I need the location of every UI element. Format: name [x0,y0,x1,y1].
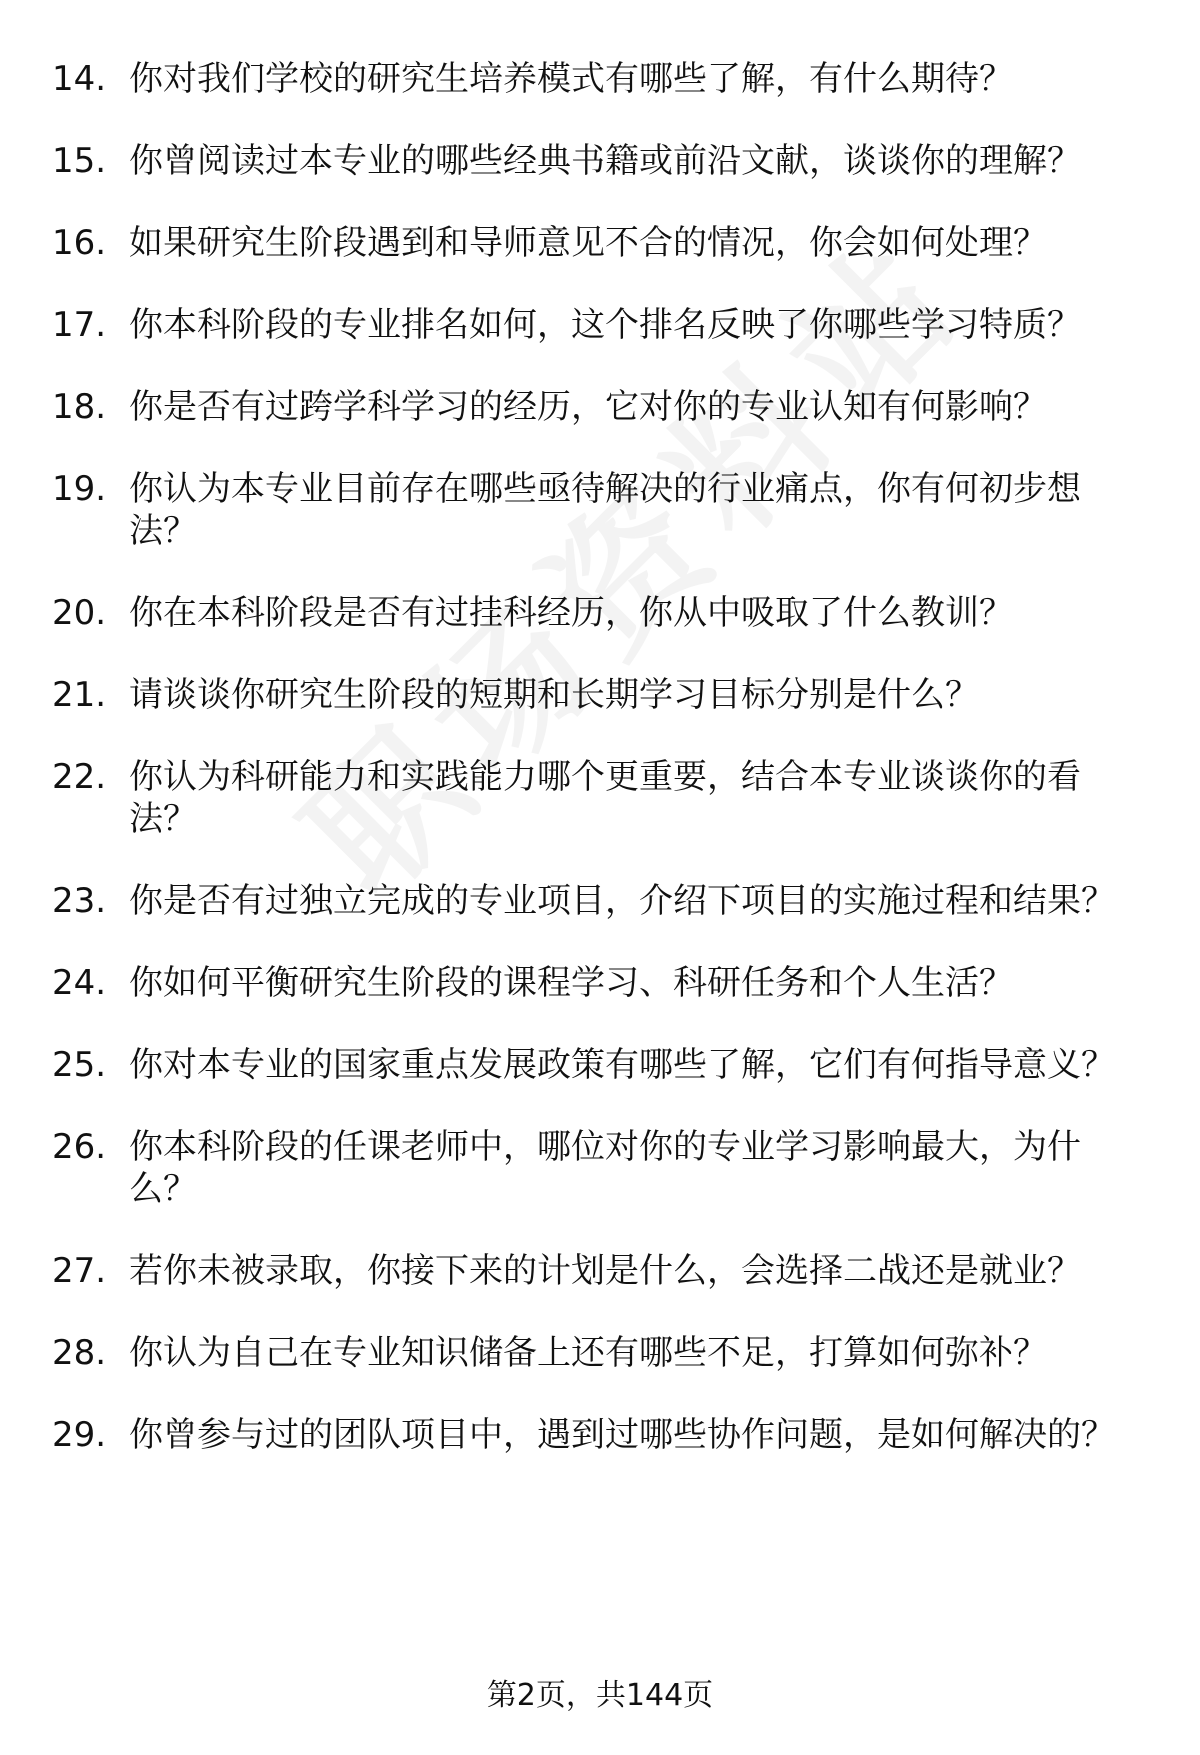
question-number: 26. [52,1127,107,1167]
question-text: 你如何平衡研究生阶段的课程学习、科研任务和个人生活？ [129,963,1013,1003]
question-text: 如果研究生阶段遇到和导师意见不合的情况，你会如何处理？ [129,223,1047,263]
question-number: 14. [52,59,107,99]
question-text: 请谈谈你研究生阶段的短期和长期学习目标分别是什么？ [129,675,979,715]
question-number: 20. [52,593,107,633]
question-text: 你在本科阶段是否有过挂科经历，你从中吸取了什么教训？ [129,593,1013,633]
question-number: 21. [52,675,107,715]
question-number: 23. [52,881,107,921]
question-number: 29. [52,1415,107,1455]
question-item [52,1126,1142,1210]
question-item [52,222,1142,264]
question-item [52,674,1142,716]
question-item [52,386,1142,428]
question-item [52,468,1142,552]
question-item [52,880,1142,922]
question-item [52,140,1142,182]
question-item [52,962,1142,1004]
question-item [52,592,1142,634]
question-text: 你曾参与过的团队项目中，遇到过哪些协作问题，是如何解决的？ [129,1415,1115,1455]
question-number: 24. [52,963,107,1003]
question-text: 你对本专业的国家重点发展政策有哪些了解，它们有何指导意义？ [129,1045,1115,1085]
question-item [52,1332,1142,1374]
question-text: 你本科阶段的专业排名如何，这个排名反映了你哪些学习特质？ [129,305,1081,345]
question-text: 你是否有过独立完成的专业项目，介绍下项目的实施过程和结果？ [129,881,1115,921]
question-number: 28. [52,1333,107,1373]
question-text: 你曾阅读过本专业的哪些经典书籍或前沿文献，谈谈你的理解？ [129,141,1081,181]
question-text: 你认为科研能力和实践能力哪个更重要，结合本专业谈谈你的看法？ [129,757,1081,839]
question-number: 19. [52,469,107,509]
question-number: 27. [52,1251,107,1291]
question-number: 17. [52,305,107,345]
question-number: 16. [52,223,107,263]
question-item [52,1044,1142,1086]
question-item [52,756,1142,840]
question-number: 15. [52,141,107,181]
question-number: 25. [52,1045,107,1085]
question-number: 22. [52,757,107,797]
page-footer: 第2页，共144页 [486,1678,714,1713]
question-number: 18. [52,387,107,427]
question-item [52,304,1142,346]
question-list [52,58,1142,1496]
question-text: 你对我们学校的研究生培养模式有哪些了解，有什么期待？ [129,59,1013,99]
question-item [52,1414,1142,1456]
question-text: 你是否有过跨学科学习的经历，它对你的专业认知有何影响？ [129,387,1047,427]
question-item [52,58,1142,100]
question-text: 你认为本专业目前存在哪些亟待解决的行业痛点，你有何初步想法？ [129,469,1081,551]
question-text: 你本科阶段的任课老师中，哪位对你的专业学习影响最大，为什么？ [129,1127,1081,1209]
question-text: 若你未被录取，你接下来的计划是什么，会选择二战还是就业？ [129,1251,1081,1291]
question-text: 你认为自己在专业知识储备上还有哪些不足，打算如何弥补？ [129,1333,1047,1373]
question-item [52,1250,1142,1292]
